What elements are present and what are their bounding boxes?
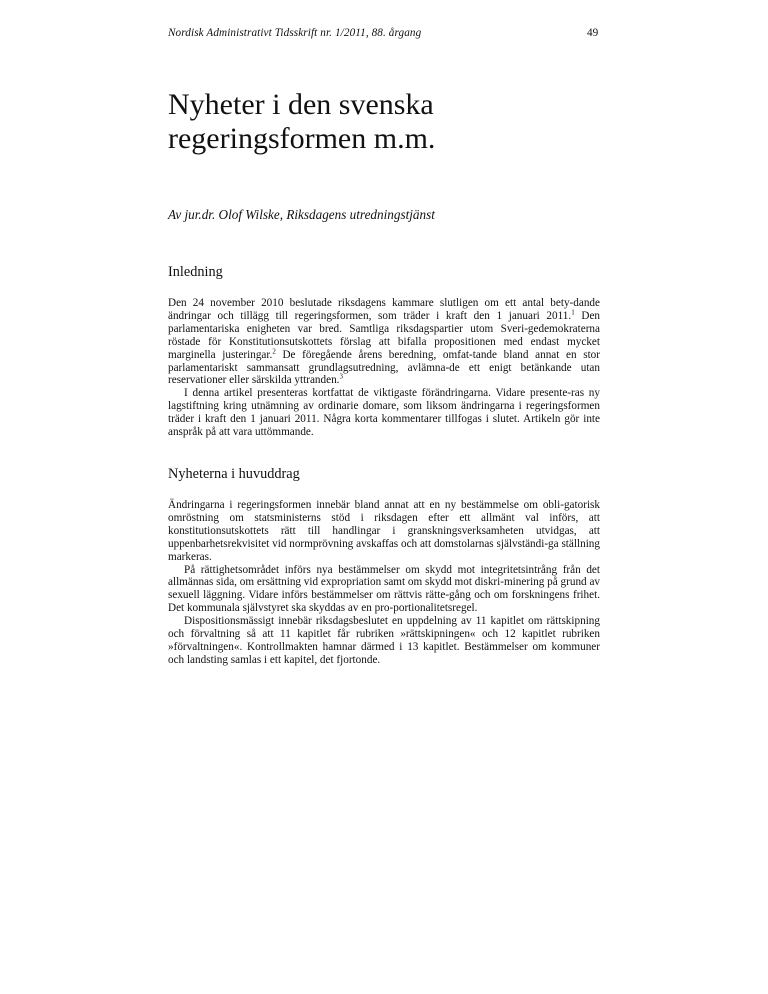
section-inledning bbox=[168, 264, 600, 439]
paragraph: I denna artikel presenteras kortfattat de viktigaste förändringarna. Vidare presente-ras ny lagstiftning kring utnämning av ordinarie domare, som liksom ändringarna i regeringsformen träder i kraft den 1 januari 2011. Några korta kommentarer tillfogas i slutet. Artikeln gör inte anspråk på att vara uttömmande. bbox=[168, 387, 600, 439]
section-heading: Inledning bbox=[168, 264, 223, 280]
article-title bbox=[168, 88, 608, 156]
running-head: Nordisk Administrativt Tidsskrift nr. 1/2011, 88. årgang bbox=[168, 27, 422, 39]
article-title-line-2: regeringsformen m.m. bbox=[168, 122, 436, 155]
footnote-ref[interactable]: 2 bbox=[272, 346, 276, 355]
paragraph: Ändringarna i regeringsformen innebär bland annat att en ny bestämmelse om obli-gatorisk omröstning om statsministerns stöd i riksdagen efter ett allmänt val införs, att konstitutionsutskottets rätt till handlingar i granskningsverksamheten utvidgas, att uppenbarhetsrekvisitet vid normprövning avskaffas och att domstolarnas självständi-ga ställning markeras. bbox=[168, 499, 600, 563]
paragraph: På rättighetsområdet införs nya bestämmelser om skydd mot integritetsintrång från det allmännas sida, om ersättning vid expropriation samt om skydd mot diskri-minering på grund av sexuell läggning. Vidare införs bestämmelser om rättvis rätte-gång och om forskningens frihet. Det kommunala självstyret ska skyddas av en pro-portionalitetsregel. bbox=[168, 563, 600, 615]
paragraph-text: De föregående årens beredning, omfat-tande bland annat en stor parlamentariskt sammansatt grundlagsutredning, avlämna-de ett enigt betänkande utan reservationer eller särskilda yttranden. bbox=[168, 348, 600, 387]
article-title-line-1: Nyheter i den svenska bbox=[168, 88, 434, 121]
byline: Av jur.dr. Olof Wilske, Riksdagens utredningstjänst bbox=[168, 207, 435, 222]
page-number: 49 bbox=[587, 27, 599, 39]
paragraph-text: Den parlamentariska enigheten var bred. Samtliga riksdagspartier utom Sveri-gedemokraterna röstade för Konstitutionsutskottets förslag att bifalla propositionen med endast mycket marginella justeringar. bbox=[168, 309, 601, 361]
footnote-ref[interactable]: 1 bbox=[571, 308, 575, 317]
paragraph-text: Den 24 november 2010 beslutade riksdagens kammare slutligen om ett antal bety-dande ändringar och tillägg till regeringsformen, som träder i kraft den 1 januari 2011. bbox=[168, 297, 600, 322]
section-nyheterna bbox=[168, 466, 600, 667]
paragraph bbox=[168, 297, 600, 387]
section-heading: Nyheterna i huvuddrag bbox=[168, 466, 300, 482]
paragraph: Dispositionsmässigt innebär riksdagsbeslutet en uppdelning av 11 kapitlet om rättskipning och förvaltning så att 11 kapitlet får rubriken »rättskipningen« och 12 kapitlet rubriken »förvaltningen«. Kontrollmakten hamnar därmed i 13 kapitlet. Bestämmelser om kommuner och landsting samlas i ett kapitel, det fjortonde. bbox=[168, 615, 600, 666]
footnote-ref[interactable]: 3 bbox=[339, 372, 343, 381]
